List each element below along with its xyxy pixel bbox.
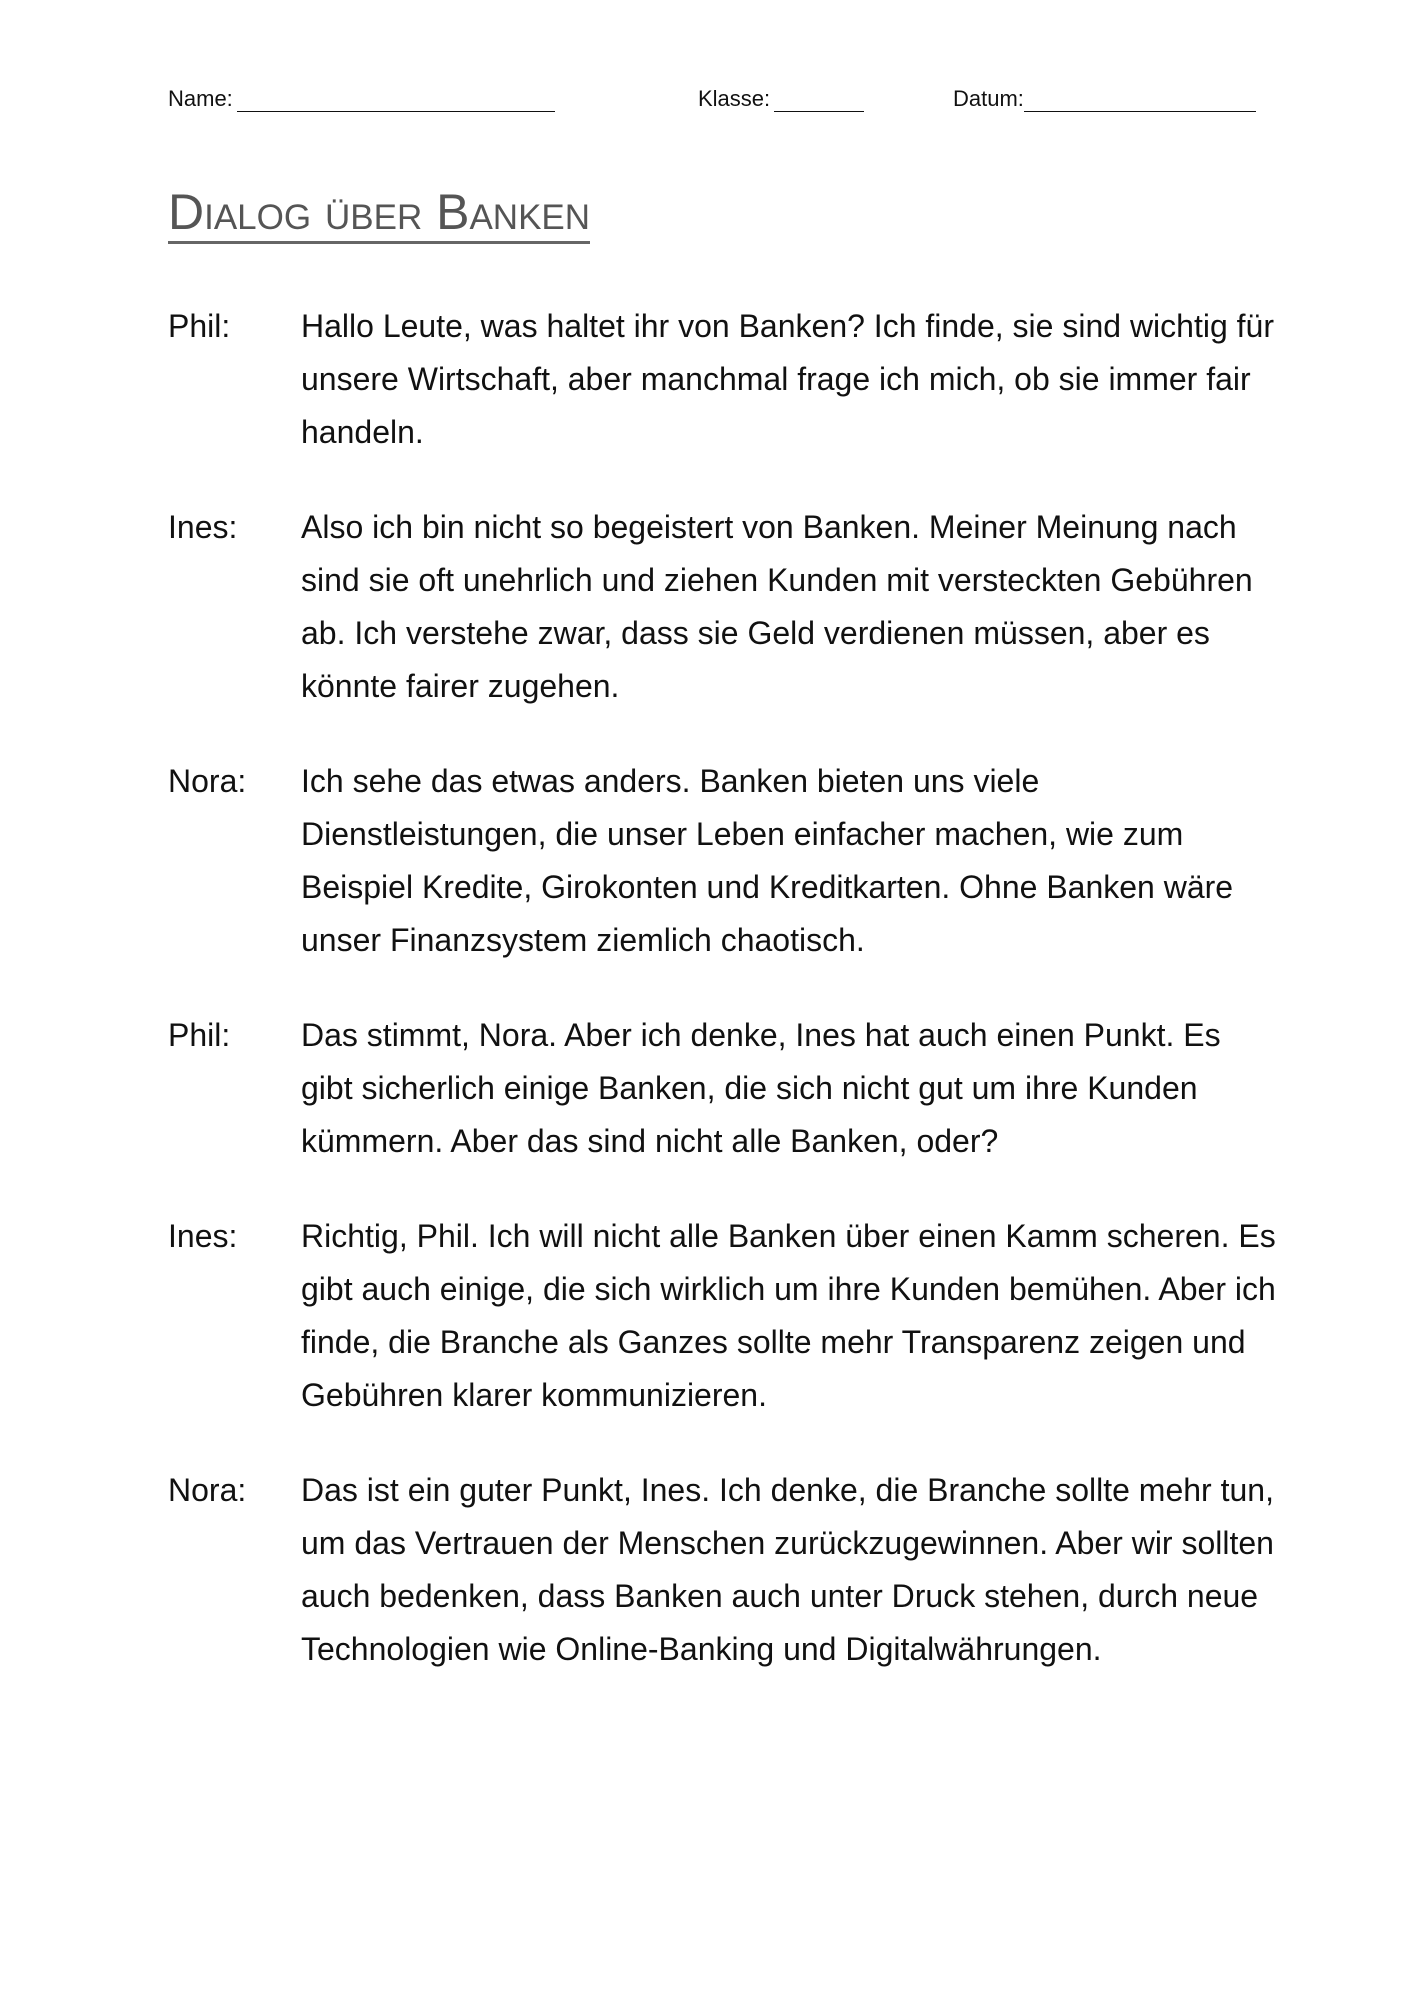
dialog-entry [168, 1464, 1278, 1676]
date-field[interactable] [953, 86, 1256, 112]
dialog-text: Das ist ein guter Punkt, Ines. Ich denke, die Branche sollte mehr tun, um das Vertrauen der Menschen zurückzugewinnen. Aber wir sollten auch bedenken, dass Banken auch unter Druck stehen, durch neue Technologien wie Online-Banking und Digitalwährungen. [301, 1472, 1274, 1667]
dialog-entry [168, 501, 1278, 713]
name-field[interactable] [168, 86, 555, 112]
speaker-name: Ines: [168, 1218, 238, 1254]
speaker-name: Ines: [168, 509, 238, 545]
dialog-text: Hallo Leute, was haltet ihr von Banken? Ich finde, sie sind wichtig für unsere Wirtschaft, aber manchmal frage ich mich, ob sie immer fair handeln. [301, 308, 1274, 450]
dialog-text: Ich sehe das etwas anders. Banken bieten uns viele Dienstleistungen, die unser Leben einfacher machen, wie zum Beispiel Kredite, Girokonten und Kreditkarten. Ohne Banken wäre unser Finanzsystem ziemlich chaotisch. [301, 763, 1234, 958]
class-blank-line[interactable] [774, 89, 864, 112]
speaker-name: Nora: [168, 1472, 247, 1508]
dialog-entry [168, 755, 1278, 967]
dialog-text: Richtig, Phil. Ich will nicht alle Banken über einen Kamm scheren. Es gibt auch einige, die sich wirklich um ihre Kunden bemühen. Aber ich finde, die Branche als Ganzes sollte mehr Transparenz zeigen und Gebühren klarer kommunizieren. [301, 1218, 1276, 1413]
dialog-text: Das stimmt, Nora. Aber ich denke, Ines hat auch einen Punkt. Es gibt sicherlich einige Banken, die sich nicht gut um ihre Kunden kümmern. Aber das sind nicht alle Banken, oder? [301, 1017, 1221, 1159]
date-blank-line[interactable] [1024, 89, 1256, 112]
name-label: Name: [168, 86, 233, 111]
page-title: Dialog über Banken [168, 183, 590, 244]
class-label: Klasse: [698, 86, 771, 111]
speaker-name: Phil: [168, 308, 231, 344]
speaker-name: Phil: [168, 1017, 231, 1053]
dialog-list [168, 300, 1278, 1718]
dialog-entry [168, 1009, 1278, 1168]
dialog-entry [168, 300, 1278, 459]
dialog-entry [168, 1210, 1278, 1422]
worksheet-header [168, 86, 1268, 116]
name-blank-line[interactable] [237, 89, 555, 112]
dialog-text: Also ich bin nicht so begeistert von Banken. Meiner Meinung nach sind sie oft unehrlich und ziehen Kunden mit versteckten Gebühren ab. Ich verstehe zwar, dass sie Geld verdienen müssen, aber es könnte fairer zugehen. [301, 509, 1253, 704]
speaker-name: Nora: [168, 763, 247, 799]
date-label: Datum: [953, 86, 1024, 111]
class-field[interactable] [698, 86, 864, 112]
